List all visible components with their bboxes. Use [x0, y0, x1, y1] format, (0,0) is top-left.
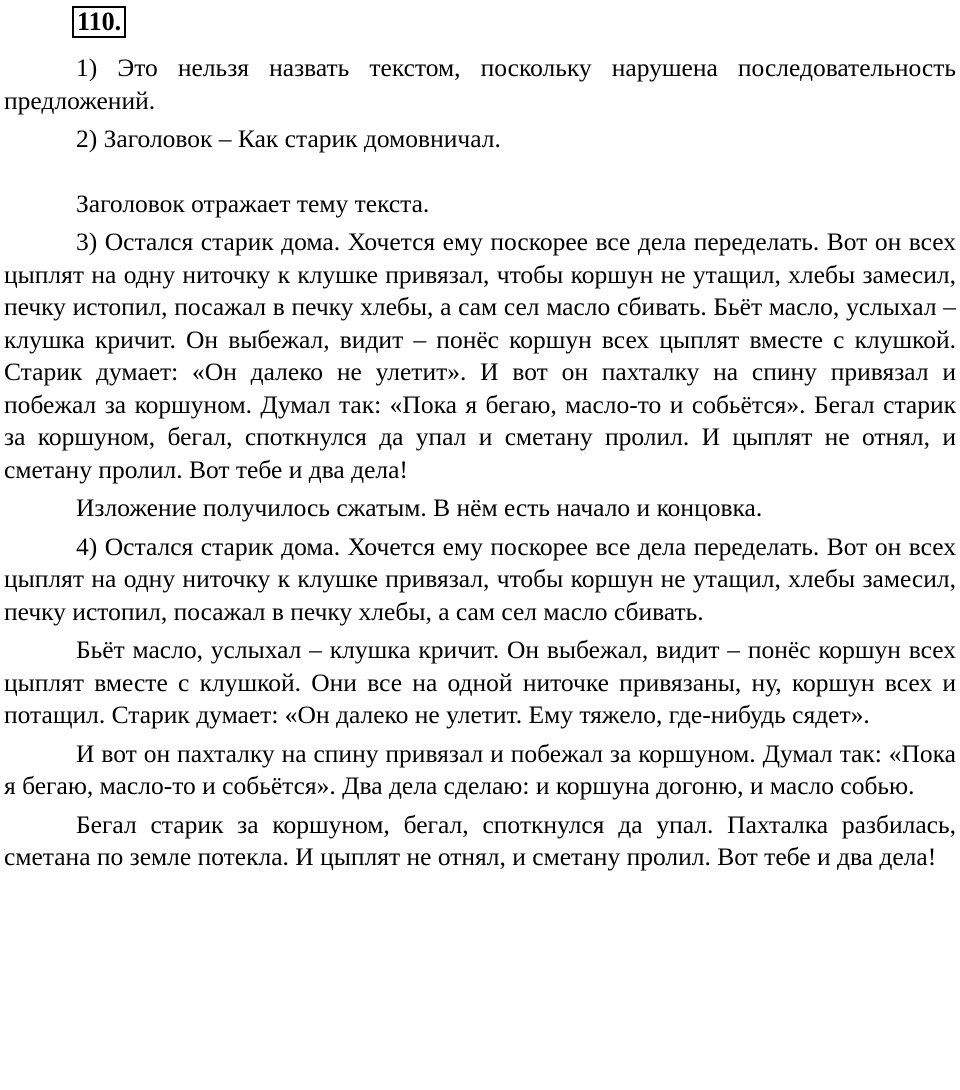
- paragraph-answer-4-part-4: Бегал старик за коршуном, бегал, споткнулся да упал. Пахталка разбилась, сметана по земле потекла. И цыплят не отнял, и сметану пролил. Вот тебе и два дела!: [4, 809, 956, 871]
- paragraph-answer-3-summary: 3) Остался старик дома. Хочется ему поскорее все дела переделать. Вот он всех цыплят на одну ниточку к клушке привязал, чтобы коршун не утащил, хлебы замесил, печку истопил, посажал в печку хлебы, а сам сел масло сбивать. Бьёт масло, услыхал – клушка кричит. Он выбежал, видит – понёс коршун всех цыплят вместе с клушкой. Старик думает: «Он далеко не улетит». И вот он пахталку на спину привязал и побежал за коршуном. Думал так: «Пока я бегаю, масло-то и собьётся». Бегал старик за коршуном, бегал, споткнулся да упал и сметану пролил. И цыплят не отнял, и сметану пролил. Вот тебе и два дела!: [4, 227, 956, 484]
- exercise-number: 110.: [72, 6, 126, 38]
- paragraph-answer-4-part-3: И вот он пахталку на спину привязал и побежал за коршуном. Думал так: «Пока я бегаю, масло-то и собьётся». Два дела сделаю: и коршуна догоню, и масло собью.: [4, 738, 956, 800]
- paragraph-answer-4-part-2: Бьёт масло, услыхал – клушка кричит. Он выбежал, видит – понёс коршун всех цыплят вместе с клушкой. Они все на одной ниточке привязаны, ну, коршун всех и потащил. Старик думает: «Он далеко не улетит. Ему тяжело, где-нибудь сядет».: [4, 635, 956, 729]
- paragraph-answer-4-part-1: 4) Остался старик дома. Хочется ему поскорее все дела переделать. Вот он всех цыплят на одну ниточку к клушке привязал, чтобы коршун не утащил, хлебы замесил, печку истопил, посажал в печку хлебы, а сам сел масло сбивать.: [4, 531, 956, 626]
- paragraph-answer-2-title: 2) Заголовок – Как старик домовничал.: [76, 124, 501, 153]
- paragraph-answer-1: 1) Это нельзя назвать текстом, поскольку нарушена последовательность предложений.: [4, 53, 956, 115]
- paragraph-summary-comment: Изложение получилось сжатым. В нём есть начало и концовка.: [76, 493, 763, 522]
- paragraph-title-comment: Заголовок отражает тему текста.: [76, 188, 430, 218]
